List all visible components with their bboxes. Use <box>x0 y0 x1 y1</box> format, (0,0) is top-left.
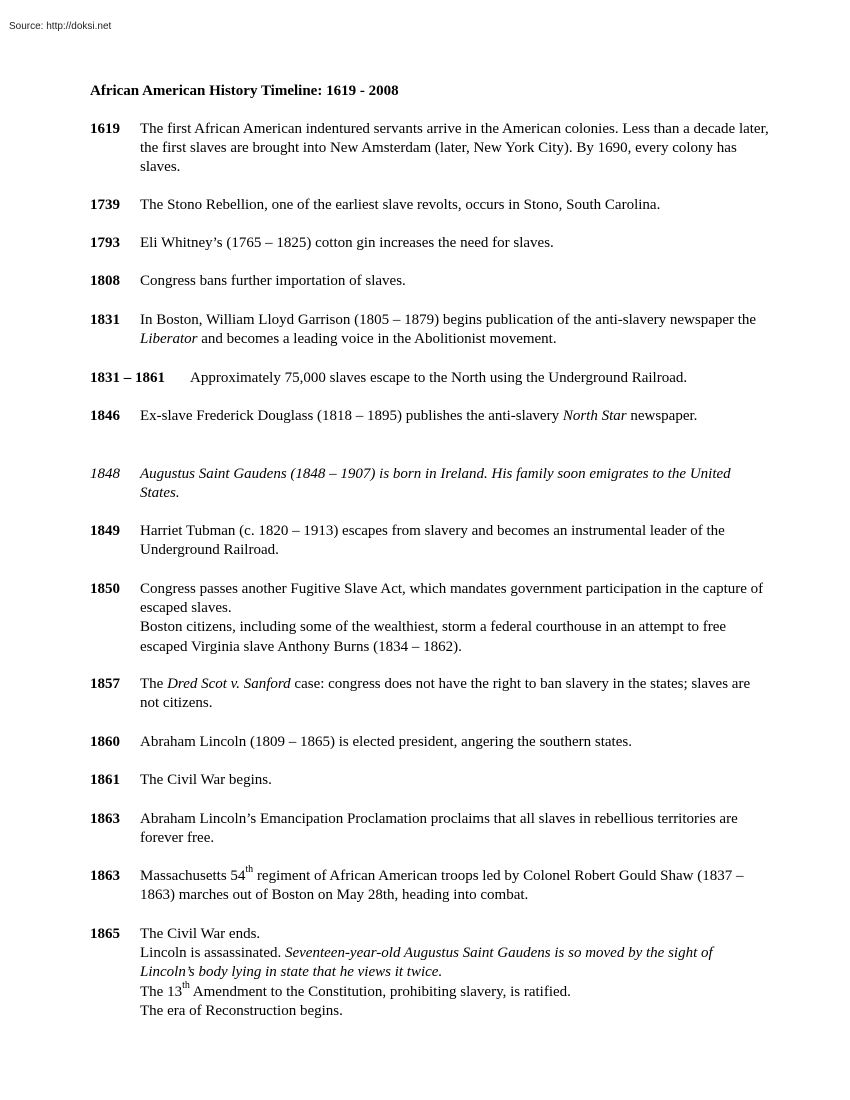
timeline-entry-1808 <box>90 272 770 291</box>
entry-year: 1861 <box>90 772 120 788</box>
timeline-entry-1849 <box>90 522 770 560</box>
entry-text: In Boston, William Lloyd Garrison (1805 – 1879) begins publication of the anti-slavery newspaper the Liberator and becomes a leading voice in the Abolitionist movement. <box>140 312 757 348</box>
entry-year: 1831 <box>90 312 120 328</box>
page-title: African American History Timeline: 1619 - 2008 <box>90 83 399 99</box>
entry-year: 1848 <box>90 466 120 482</box>
entry-text: Abraham Lincoln’s Emancipation Proclamation proclaims that all slaves in rebellious territories are forever free. <box>140 811 738 847</box>
entry-text: Abraham Lincoln (1809 – 1865) is elected president, angering the southern states. <box>140 734 632 750</box>
entry-text: Eli Whitney’s (1765 – 1825) cotton gin increases the need for slaves. <box>140 235 554 251</box>
timeline-entry-1619 <box>90 120 770 178</box>
entry-year: 1793 <box>90 235 120 251</box>
timeline-entry-1861 <box>90 771 770 790</box>
entry-text: Ex-slave Frederick Douglass (1818 – 1895) publishes the anti-slavery North Star newspaper. <box>140 408 698 424</box>
entry-year: 1857 <box>90 676 120 692</box>
timeline-entry-1831 <box>90 311 770 349</box>
timeline-entry-1846 <box>90 407 770 426</box>
entry-text: Massachusetts 54th regiment of African American troops led by Colonel Robert Gould Shaw (1837 – 1863) marches out of Boston on May 28th, heading into combat. <box>140 864 744 904</box>
newspaper-title: Liberator <box>140 331 198 348</box>
timeline-entry-1865 <box>90 925 770 1021</box>
timeline-entry-1739 <box>90 196 770 215</box>
newspaper-title: North Star <box>562 408 627 424</box>
entry-text: Harriet Tubman (c. 1820 – 1913) escapes from slavery and becomes an instrumental leader of the Underground Railroad. <box>140 523 725 559</box>
timeline-entry-1850 <box>90 580 770 657</box>
case-name: Dred Scot v. Sanford <box>167 676 291 692</box>
entry-text: The Stono Rebellion, one of the earliest slave revolts, occurs in Stono, South Carolina. <box>140 197 661 213</box>
source-note: Source: http://doksi.net <box>9 21 112 32</box>
timeline-entry-1857 <box>90 675 770 713</box>
timeline-entry-1848 <box>90 465 770 503</box>
entry-text: The first African American indentured servants arrive in the American colonies. Less than a decade later, the first slaves are brought into New Amsterdam (later, New York City). By 1690, every colony has slaves. <box>140 121 769 176</box>
entry-text: Approximately 75,000 slaves escape to the North using the Underground Railroad. <box>190 370 688 386</box>
entry-year: 1850 <box>90 581 120 597</box>
entry-year: 1831 – 1861 <box>90 370 165 386</box>
timeline-entry-1863-regiment <box>90 864 770 905</box>
entry-year: 1846 <box>90 408 120 424</box>
entry-text: The Dred Scot v. Sanford case: congress does not have the right to ban slavery in the states; slaves are not citizens. <box>140 676 751 712</box>
entry-year: 1808 <box>90 273 120 289</box>
entry-year: 1619 <box>90 121 120 137</box>
entry-year: 1739 <box>90 197 120 213</box>
entry-text: Congress passes another Fugitive Slave Act, which mandates government participation in the capture of escaped slaves. Boston citizens, including some of the wealthiest, storm a federal courthouse in an attempt to free escaped Virginia slave Anthony Burns (1834 – 1862). <box>140 581 764 655</box>
timeline-entry-1831-1861 <box>90 369 770 388</box>
entry-text: Congress bans further importation of slaves. <box>140 273 406 289</box>
entry-text: Augustus Saint Gaudens (1848 – 1907) is born in Ireland. His family soon emigrates to the United States. <box>140 466 731 502</box>
timeline-entry-1860 <box>90 733 770 752</box>
timeline-entry-1793 <box>90 234 770 253</box>
entry-year: 1849 <box>90 523 120 539</box>
entry-text: The Civil War begins. <box>140 772 272 788</box>
entry-text: The Civil War ends. Lincoln is assassinated. Seventeen-year-old Augustus Saint Gaudens is so moved by the sight of Lincoln’s body lying in state that he views it twice. The 13th Amendment to the Constitution, prohibiting slavery, is ratified. The era of Reconstruction begins. <box>140 926 713 1019</box>
entry-year: 1860 <box>90 734 120 750</box>
entry-year: 1863 <box>90 868 120 884</box>
entry-year: 1863 <box>90 811 120 827</box>
timeline-entry-1863-proclamation <box>90 810 770 848</box>
entry-year: 1865 <box>90 926 120 942</box>
